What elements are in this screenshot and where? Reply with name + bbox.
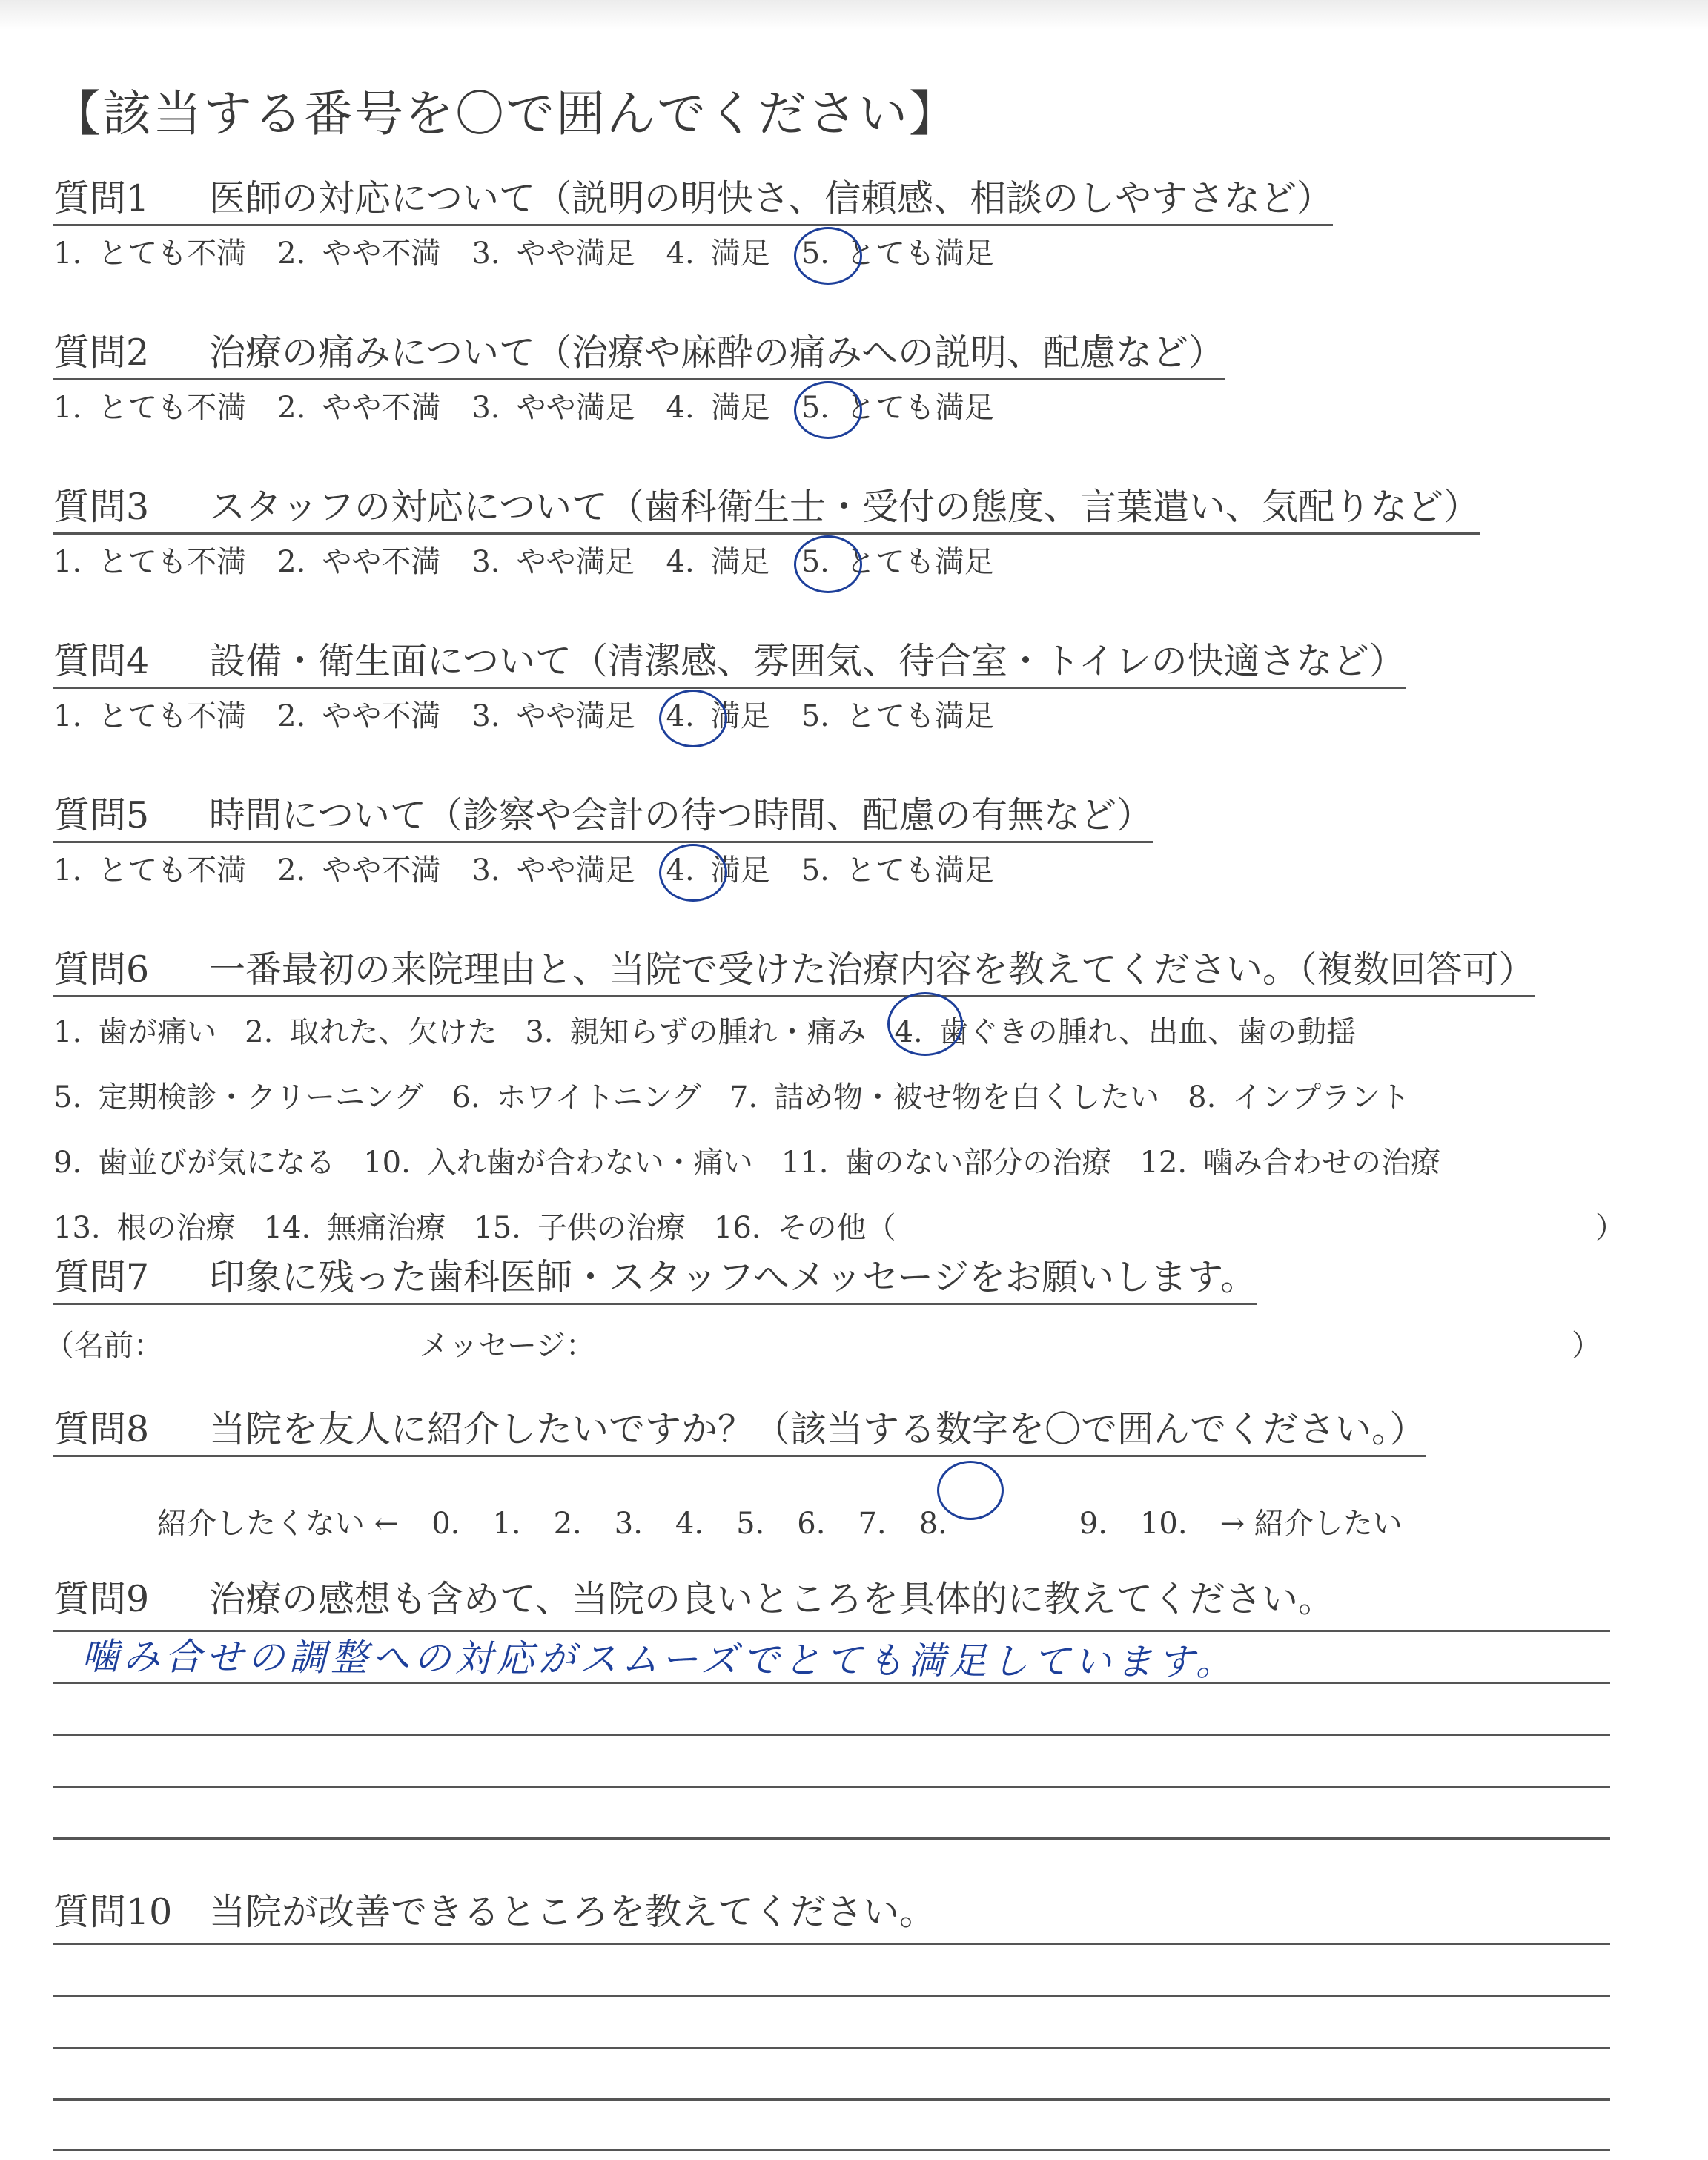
q7-message-line (44, 1322, 1601, 1364)
q6-options (53, 1008, 1625, 1269)
option-label: 根の治療 (116, 1211, 236, 1245)
option-label: やや不満 (322, 391, 441, 425)
option-number: 16. (713, 1211, 761, 1245)
answer-line (53, 2149, 1610, 2151)
rating-option[interactable] (277, 237, 441, 271)
question-8-heading (53, 1409, 1426, 1457)
scale-option[interactable]: 10. (1139, 1507, 1188, 1541)
option-number: 1. (53, 391, 82, 425)
answer-line (53, 1995, 1610, 1997)
rating-option[interactable] (471, 701, 635, 731)
option-number: 6. (451, 1080, 480, 1114)
question-10-heading (53, 1883, 936, 1935)
question-9-heading (53, 1571, 1334, 1622)
checklist-option[interactable] (53, 1008, 216, 1051)
option-number: 1. (53, 1015, 82, 1049)
question-4 (53, 640, 1406, 733)
page-title: 【該当する番号を〇で囲んでください】 (52, 85, 959, 142)
answer-line (53, 1837, 1610, 1840)
option-number: 4. (666, 545, 695, 579)
option-label: やや不満 (322, 545, 441, 579)
option-label: やや満足 (516, 237, 635, 271)
q8-scale (157, 1474, 1435, 1542)
question-number: 質問7 (53, 1256, 150, 1298)
rating-option[interactable] (666, 701, 770, 731)
question-number: 質問6 (53, 948, 150, 991)
question-number: 質問8 (53, 1408, 150, 1450)
option-row (53, 1139, 1469, 1204)
question-text: 治療の感想も含めて、当院の良いところを具体的に教えてください。 (209, 1578, 1335, 1620)
option-label: とても満足 (845, 545, 994, 579)
option-number: 12. (1139, 1146, 1188, 1180)
question-heading (53, 486, 1480, 535)
option-number: 1. (53, 699, 82, 733)
option-label: とても満足 (845, 853, 994, 888)
rating-option[interactable] (53, 237, 247, 271)
option-number: 13. (53, 1211, 101, 1245)
option-label: やや満足 (516, 391, 635, 425)
option-number: 3. (471, 853, 500, 888)
option-label: 親知らずの腫れ・痛み (569, 1015, 867, 1049)
question-5 (53, 794, 1153, 888)
checklist-option[interactable] (525, 1008, 866, 1051)
question-number: 質問3 (53, 486, 150, 528)
option-number: 3. (471, 545, 500, 579)
option-label: 満足 (710, 853, 770, 888)
option-label: 歯ぐきの腫れ、出血、歯の動揺 (939, 1015, 1357, 1049)
rating-option[interactable] (277, 853, 441, 888)
rating-option[interactable] (53, 393, 246, 423)
option-number: 4. (666, 699, 695, 733)
selection-circle (794, 227, 862, 285)
option-label: とても満足 (845, 391, 994, 425)
rating-option[interactable] (277, 701, 440, 731)
rating-options (53, 237, 1025, 271)
selection-circle (794, 535, 862, 593)
checklist-option[interactable] (53, 1139, 335, 1181)
question-heading (53, 332, 1225, 380)
rating-option[interactable] (801, 237, 994, 271)
selection-circle (659, 844, 727, 902)
option-label: 取れた、欠けた (289, 1015, 497, 1049)
scale-high-label: → 紹介したい (1219, 1507, 1403, 1541)
option-label: やや不満 (322, 237, 441, 271)
option-label: やや不満 (322, 699, 441, 733)
handwritten-answer: 噛み合せの調整への対応がスムーズでとても満足しています。 (81, 1634, 1238, 1685)
scan-edge (0, 0, 1708, 30)
rating-option[interactable] (666, 393, 770, 423)
rating-option[interactable] (801, 393, 994, 423)
option-number: 2. (245, 1015, 274, 1049)
option-number: 10. (363, 1146, 411, 1180)
name-label: （名前： (44, 1329, 163, 1363)
option-label: 歯並びが気になる (98, 1146, 336, 1180)
option-label: 子供の治療 (537, 1211, 686, 1245)
question-number: 質問1 (53, 177, 150, 219)
question-heading (53, 795, 1153, 843)
rating-option[interactable] (53, 701, 246, 731)
option-number: 3. (471, 391, 500, 425)
question-7 (44, 1256, 1601, 1363)
option-label: インプラント (1232, 1080, 1411, 1114)
close-paren: ） (1595, 1211, 1625, 1245)
question-6 (53, 948, 1625, 1245)
question-number: 質問2 (53, 331, 150, 374)
question-number: 質問5 (53, 794, 150, 836)
option-number: 7. (729, 1080, 758, 1114)
rating-options (53, 701, 1025, 731)
rating-option[interactable] (801, 547, 994, 577)
option-label: 入れ歯が合わない・痛い (426, 1146, 753, 1180)
option-label: とても不満 (98, 699, 247, 733)
selection-circle (937, 1461, 1004, 1520)
option-number: 15. (474, 1211, 521, 1245)
question-10 (53, 1883, 936, 1935)
checklist-option[interactable] (264, 1204, 446, 1246)
option-label: 満足 (710, 391, 770, 425)
question-text: 時間について（診察や会計の待つ時間、配慮の有無など） (209, 794, 1153, 836)
rating-option[interactable] (277, 547, 440, 577)
scale-option[interactable]: 8. (919, 1474, 1047, 1541)
answer-line (53, 1734, 1610, 1736)
checklist-option[interactable] (729, 1074, 1159, 1116)
option-number: 5. (801, 699, 830, 733)
rating-option[interactable] (801, 701, 994, 731)
question-number: 質問10 (53, 1891, 173, 1933)
scale-option[interactable]: 9. (1079, 1507, 1108, 1541)
question-text: 設備・衛生面について（清潔感、雰囲気、待合室・トイレの快適さなど） (209, 640, 1406, 682)
question-heading (53, 641, 1406, 689)
option-number: 5. (53, 1080, 82, 1114)
scale-option[interactable]: 7. (858, 1507, 887, 1541)
answer-line (53, 2047, 1610, 2049)
rating-options (53, 547, 1025, 577)
question-1 (53, 177, 1334, 271)
rating-options (53, 393, 1025, 423)
option-label: とても不満 (98, 545, 247, 579)
option-label: やや満足 (516, 545, 635, 579)
question-text: 印象に残った歯科医師・スタッフへメッセージをお願いします。 (209, 1256, 1257, 1298)
option-number: 1. (53, 853, 82, 888)
option-number: 4. (666, 237, 695, 271)
option-number: 1. (53, 545, 82, 579)
option-label: とても不満 (98, 391, 247, 425)
scale-option[interactable]: 6. (797, 1507, 826, 1541)
option-label: 無痛治療 (327, 1211, 446, 1245)
question-text: 医師の対応について（説明の明快さ、信頼感、相談のしやすさなど） (209, 177, 1334, 219)
scale-option[interactable]: 1. (492, 1507, 521, 1541)
rating-option[interactable] (471, 547, 635, 577)
option-number: 5. (801, 545, 830, 579)
close-paren: ） (1572, 1329, 1601, 1363)
option-number: 8. (1188, 1080, 1217, 1114)
scale-low-label: 紹介したくない ← (157, 1507, 400, 1541)
rating-options (53, 853, 1025, 888)
option-number: 4. (666, 391, 695, 425)
option-label: 満足 (710, 545, 770, 579)
answer-line (53, 1943, 1610, 1945)
question-7-heading (53, 1257, 1257, 1305)
option-label: ホワイトニング (496, 1080, 701, 1114)
answer-line (53, 2098, 1610, 2101)
rating-option[interactable] (53, 547, 246, 577)
question-number: 質問4 (53, 640, 150, 682)
option-number: 2. (277, 699, 306, 733)
option-number: 4. (666, 853, 695, 888)
question-text: 当院が改善できるところを教えてください。 (209, 1891, 936, 1933)
option-label: 満足 (710, 237, 770, 271)
question-text: 当院を友人に紹介したいですか？（該当する数字を〇で囲んでください。） (209, 1408, 1426, 1450)
option-number: 4. (894, 1015, 923, 1049)
rating-option[interactable] (53, 853, 247, 888)
question-text: スタッフの対応について（歯科衛生士・受付の態度、言葉遣い、気配りなど） (209, 486, 1480, 528)
checklist-option[interactable] (53, 1204, 236, 1246)
answer-line (53, 1786, 1610, 1788)
rating-option[interactable] (801, 853, 994, 888)
scale-option[interactable]: 4. (675, 1507, 704, 1541)
checklist-option[interactable] (714, 1204, 896, 1246)
option-number: 2. (277, 391, 306, 425)
option-number: 11. (781, 1146, 829, 1180)
rating-option[interactable] (277, 393, 440, 423)
option-label: 詰め物・被せ物を白くしたい (774, 1080, 1160, 1114)
checklist-option[interactable] (474, 1204, 686, 1246)
question-number: 質問9 (53, 1578, 150, 1620)
checklist-option[interactable] (451, 1074, 701, 1116)
option-label: やや不満 (322, 853, 441, 888)
option-row (53, 1074, 1469, 1139)
checklist-option[interactable] (1188, 1074, 1410, 1116)
checklist-option[interactable] (781, 1139, 1112, 1181)
option-number: 1. (53, 237, 82, 271)
option-label: やや満足 (516, 853, 635, 888)
option-number: 2. (277, 545, 306, 579)
option-label: 歯のない部分の治療 (844, 1146, 1112, 1180)
question-text: 治療の痛みについて（治療や麻酔の痛みへの説明、配慮など） (209, 331, 1225, 374)
checklist-option[interactable] (53, 1074, 423, 1116)
question-heading (53, 178, 1333, 226)
selection-circle (659, 690, 727, 747)
option-number: 2. (277, 237, 306, 271)
rating-option[interactable] (666, 237, 770, 271)
option-number: 3. (471, 237, 500, 271)
checklist-option[interactable] (363, 1139, 753, 1181)
question-2 (53, 331, 1225, 425)
selection-circle (887, 992, 963, 1056)
question-8 (53, 1408, 1426, 1541)
option-label: 噛み合わせの治療 (1203, 1146, 1441, 1180)
checklist-option[interactable] (895, 1008, 1357, 1051)
option-label: 満足 (710, 699, 770, 733)
question-text: 一番最初の来院理由と、当院で受けた治療内容を教えてください。（複数回答可） (209, 948, 1535, 991)
option-label: 歯が痛い (98, 1015, 217, 1049)
rating-option[interactable] (666, 547, 770, 577)
option-number: 9. (53, 1146, 82, 1180)
option-number: 5. (801, 391, 830, 425)
checklist-option[interactable] (245, 1008, 497, 1051)
option-number: 14. (263, 1211, 311, 1245)
option-number: 2. (277, 853, 306, 888)
option-number: 5. (801, 237, 830, 271)
scale-option[interactable]: 5. (736, 1507, 765, 1541)
scale-option[interactable]: 3. (614, 1507, 643, 1541)
question-9 (53, 1571, 1334, 1622)
option-label: 定期検診・クリーニング (98, 1080, 424, 1114)
rating-option[interactable] (666, 853, 770, 888)
checklist-option[interactable] (1139, 1139, 1440, 1181)
message-label: メッセージ： (419, 1329, 596, 1363)
option-number: 3. (471, 699, 500, 733)
scale-option[interactable]: 2. (553, 1507, 582, 1541)
option-number: 3. (525, 1015, 554, 1049)
rating-option[interactable] (471, 237, 635, 271)
option-number: 5. (801, 853, 830, 888)
option-label: やや満足 (516, 699, 635, 733)
option-label: とても不満 (98, 237, 247, 271)
option-label: とても不満 (98, 853, 247, 888)
scale-option[interactable]: 0. (431, 1507, 460, 1541)
selection-circle (794, 381, 862, 439)
question-6-heading (53, 949, 1535, 997)
option-label: とても満足 (845, 237, 994, 271)
rating-option[interactable] (471, 853, 635, 888)
option-label: その他（ (777, 1211, 896, 1245)
rating-option[interactable] (471, 393, 635, 423)
question-3 (53, 486, 1480, 579)
option-row (53, 1008, 1469, 1074)
option-label: とても満足 (845, 699, 994, 733)
